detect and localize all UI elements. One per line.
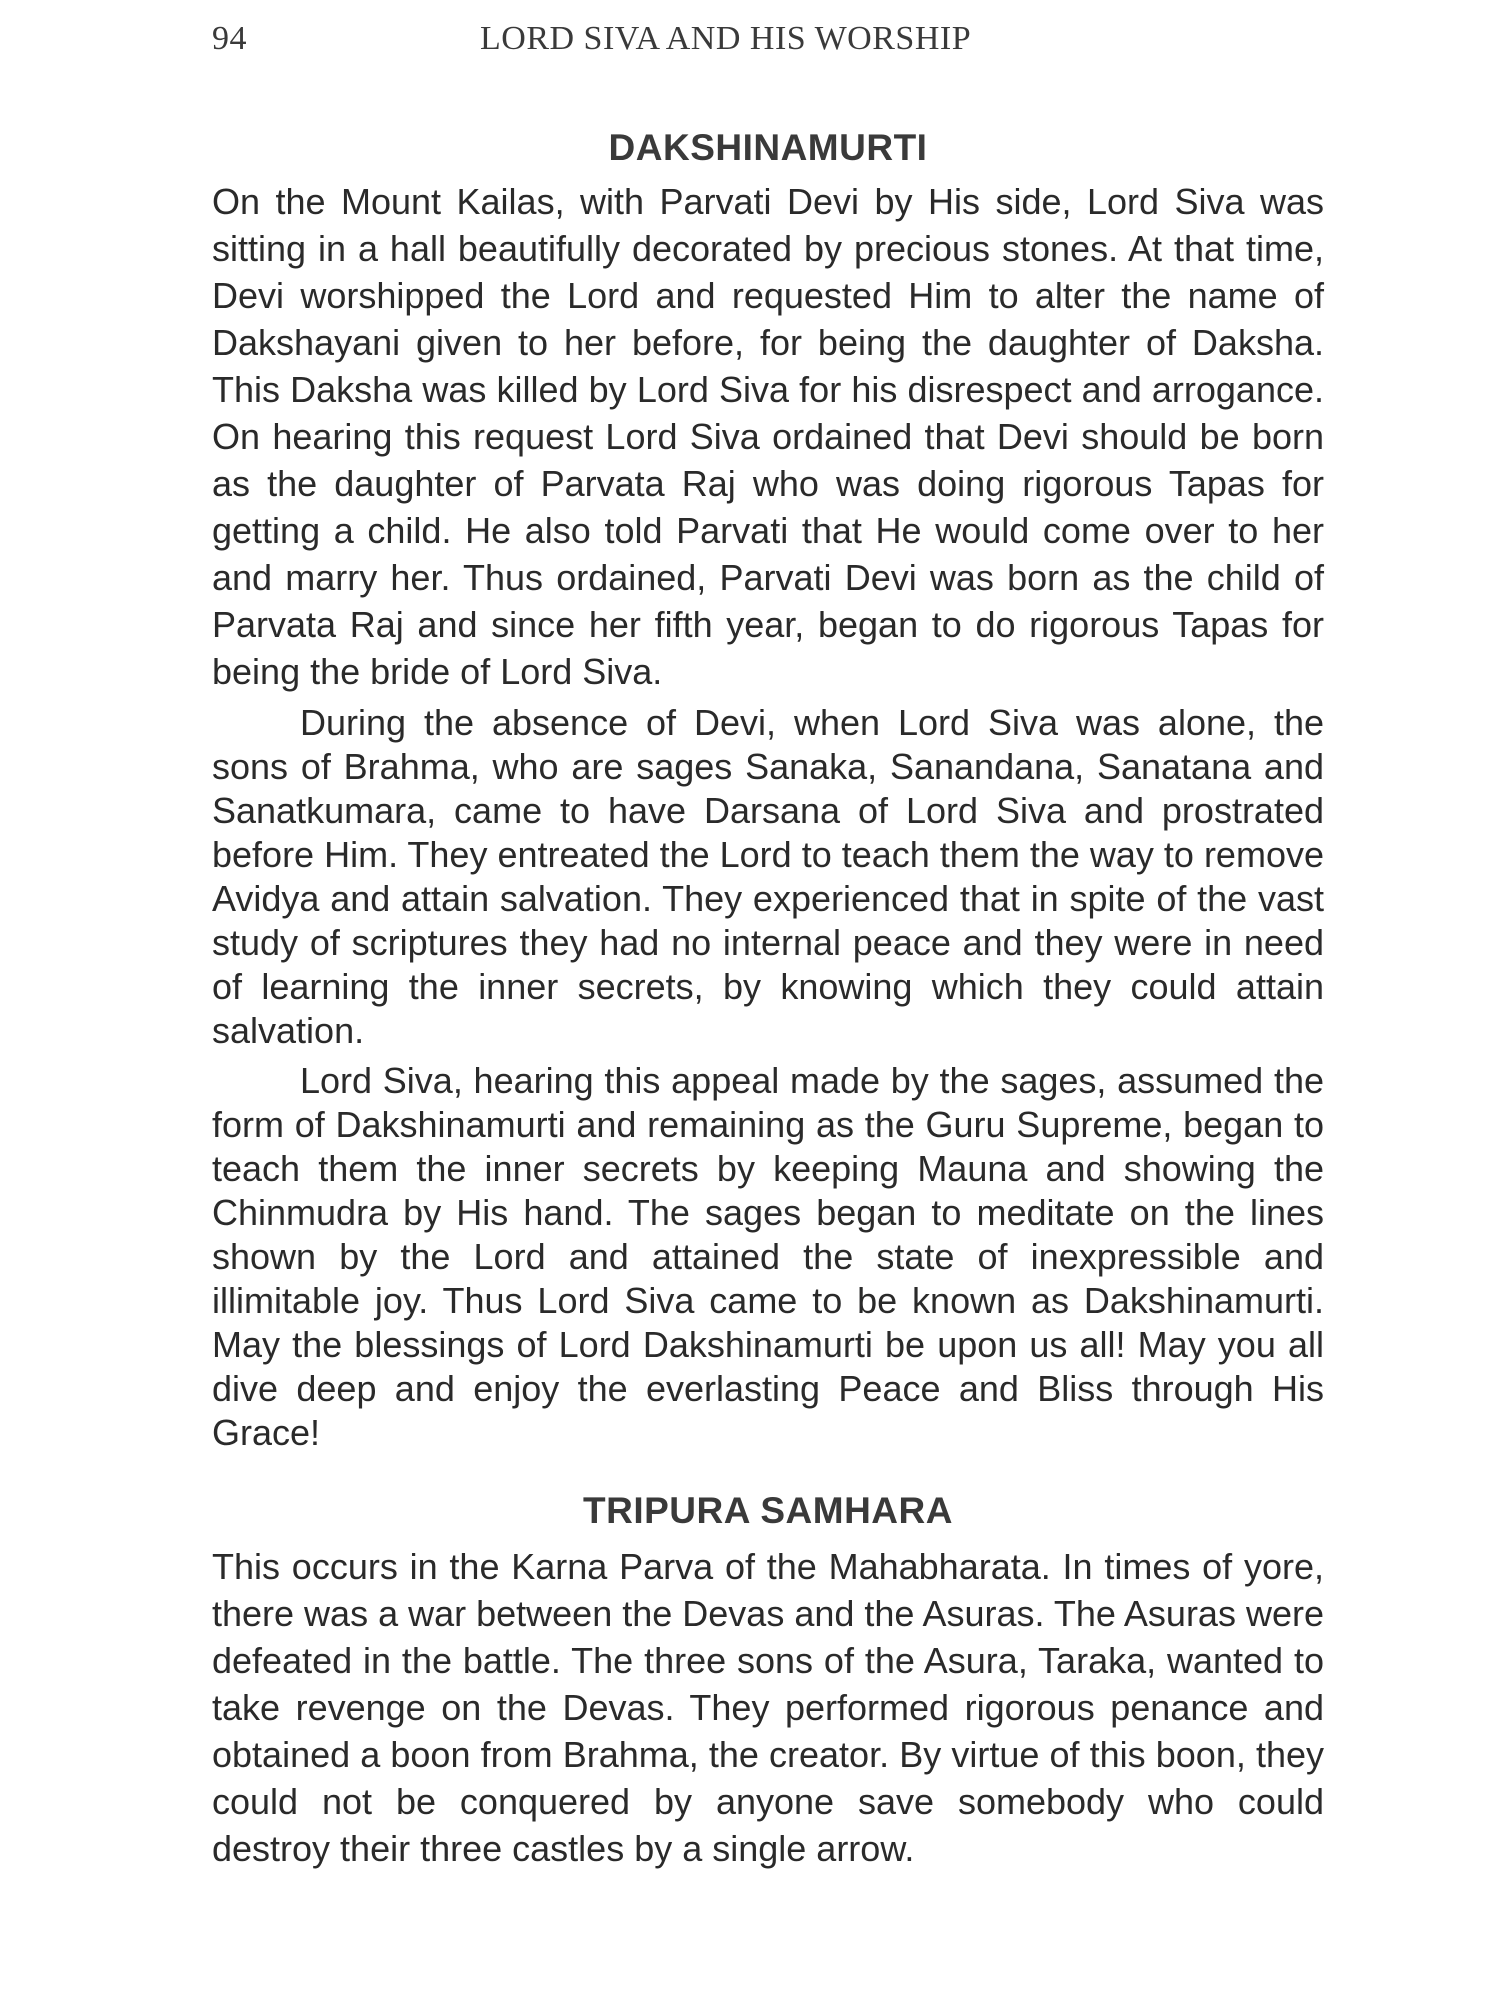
running-head (212, 14, 1332, 64)
section-heading: TRIPURA SAMHARA (583, 1490, 953, 1531)
paragraph: On the Mount Kailas, with Parvati Devi by His side, Lord Siva was sitting in a hall beautifully decorated by precious stones. At that time, Devi worshipped the Lord and requested Him to alter the name of Dakshayani given to her before, for being the daughter of Daksha. This Daksha was killed by Lord Siva for his disrespect and arrogance. On hearing this request Lord Siva ordained that Devi should be born as the daughter of Parvata Raj who was doing rigorous Tapas for getting a child. He also told Parvati that He would come over to her and marry her. Thus ordained, Parvati Devi was born as the child of Parvata Raj and since her fifth year, began to do rigorous Tapas for being the bride of Lord Siva. (212, 181, 1324, 692)
page-content (212, 118, 1324, 1872)
paragraph: During the absence of Devi, when Lord Siva was alone, the sons of Brahma, who are sages Sanaka, Sanandana, Sanatana and Sanatkumara, came to have Darsana of Lord Siva and prostrated before Him. They entreated the Lord to teach them the way to remove Avidya and attain salvation. They experienced that in spite of the vast study of scriptures they had no internal peace and they were in need of learning the inner secrets, by knowing which they could attain salvation. (212, 702, 1324, 1051)
section-dakshinamurti (212, 118, 1324, 1455)
page-number: 94 (212, 20, 247, 57)
section-heading: DAKSHINAMURTI (608, 127, 928, 168)
paragraph: This occurs in the Karna Parva of the Mahabharata. In times of yore, there was a war between the Devas and the Asuras. The Asuras were defeated in the battle. The three sons of the Asura, Taraka, wanted to take revenge on the Devas. They performed rigorous penance and obtained a boon from Brahma, the creator. By virtue of this boon, they could not be conquered by anyone save somebody who could destroy their three castles by a single arrow. (212, 1546, 1324, 1869)
paragraph: Lord Siva, hearing this appeal made by the sages, assumed the form of Dakshinamurti and remaining as the Guru Supreme, began to teach them the inner secrets by keeping Mauna and showing the Chinmudra by His hand. The sages began to meditate on the lines shown by the Lord and attained the state of inexpressible and illimitable joy. Thus Lord Siva came to be known as Dakshinamurti. May the blessings of Lord Dakshinamurti be upon us all! May you all dive deep and enjoy the everlasting Peace and Bliss through His Grace! (212, 1060, 1324, 1453)
section-tripura-samhara (212, 1481, 1324, 1872)
running-title: LORD SIVA AND HIS WORSHIP (480, 20, 972, 57)
